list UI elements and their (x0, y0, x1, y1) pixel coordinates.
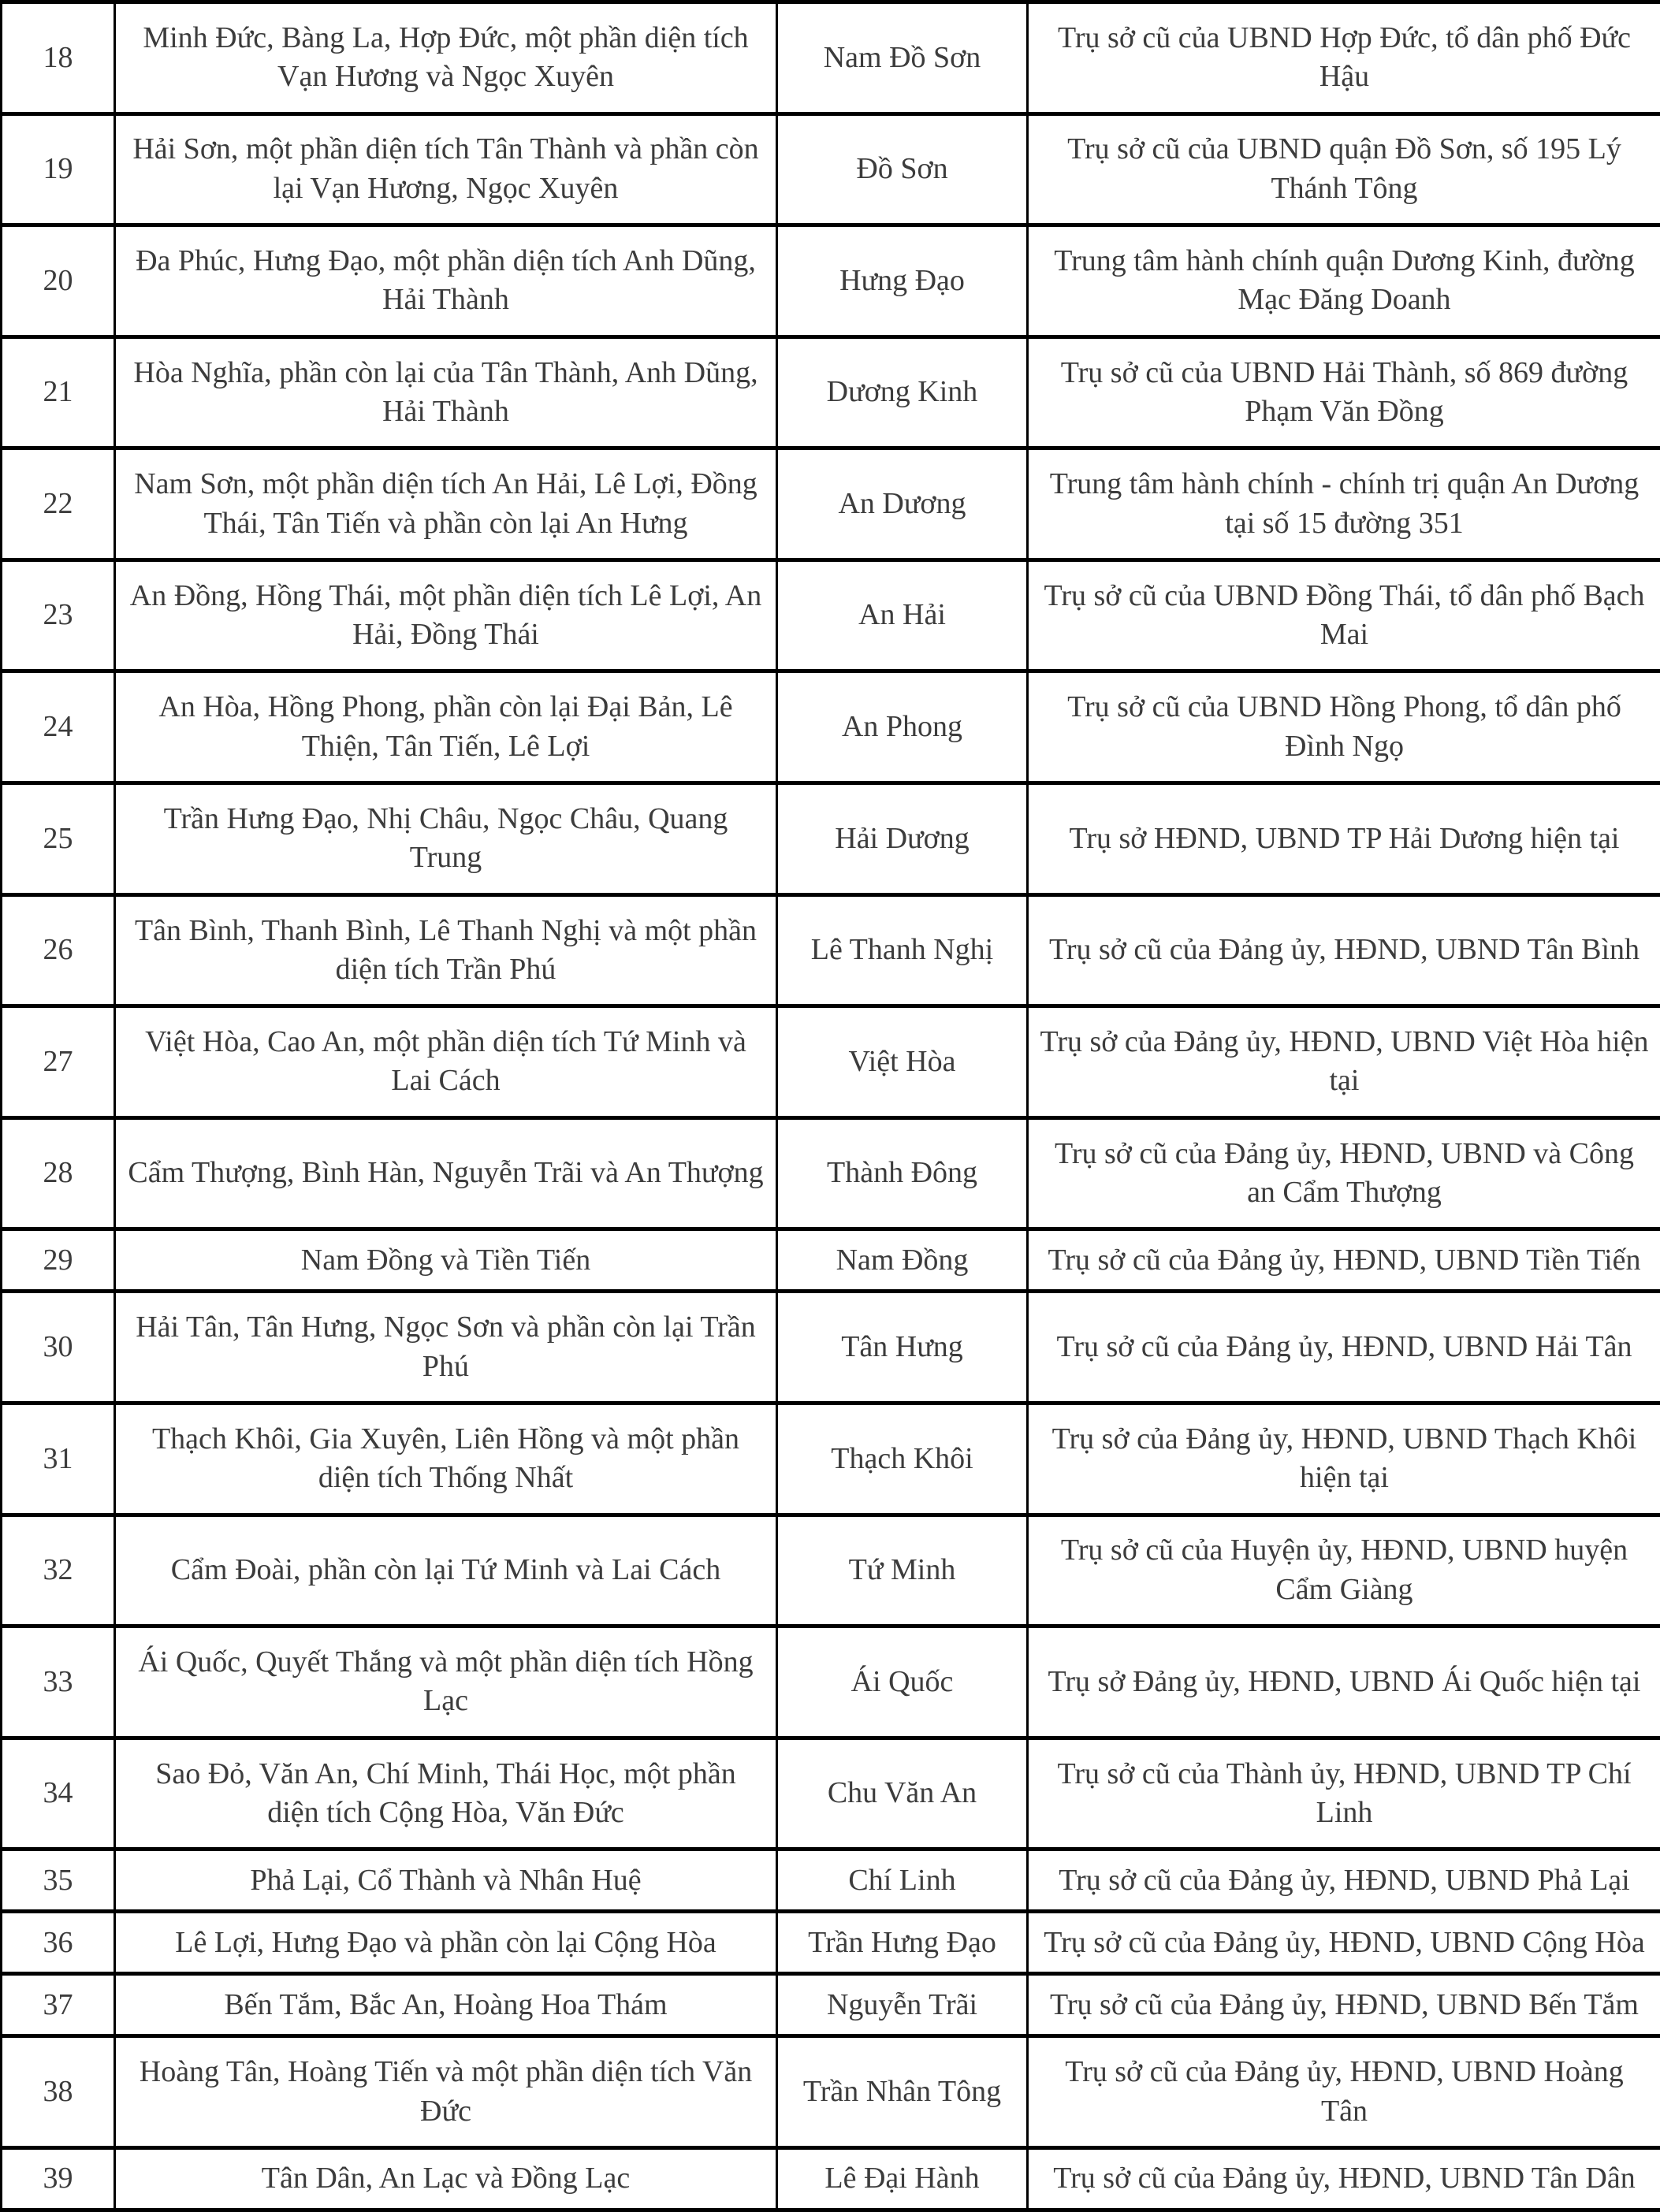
merged-units-cell: Minh Đức, Bàng La, Hợp Đức, một phần diện tích Vạn Hương và Ngọc Xuyên (115, 2, 777, 114)
new-name-cell: Trần Hưng Đạo (777, 1912, 1028, 1974)
table-row (2, 2036, 1660, 2148)
merged-units-cell: Thạch Khôi, Gia Xuyên, Liên Hồng và một phần diện tích Thống Nhất (115, 1403, 777, 1515)
row-number-cell: 34 (2, 1738, 115, 1850)
table-row (2, 1738, 1660, 1850)
row-number-cell: 27 (2, 1006, 115, 1118)
new-name-cell: Hải Dương (777, 783, 1028, 895)
row-number-cell: 24 (2, 671, 115, 783)
table-row (2, 1292, 1660, 1403)
office-cell: Trụ sở cũ của UBND Hồng Phong, tổ dân phố Đình Ngọ (1028, 671, 1660, 783)
merged-units-cell: Tân Bình, Thanh Bình, Lê Thanh Nghị và một phần diện tích Trần Phú (115, 894, 777, 1006)
merged-units-cell: An Đồng, Hồng Thái, một phần diện tích Lê Lợi, An Hải, Đồng Thái (115, 560, 777, 671)
table-row (2, 560, 1660, 671)
new-name-cell: An Hải (777, 560, 1028, 671)
merged-units-cell: Ái Quốc, Quyết Thắng và một phần diện tích Hồng Lạc (115, 1626, 777, 1738)
office-cell: Trụ sở cũ của UBND Hợp Đức, tổ dân phố Đức Hậu (1028, 2, 1660, 114)
office-cell: Trụ sở cũ của Đảng ủy, HĐND, UBND Hải Tân (1028, 1292, 1660, 1403)
table-row (2, 1912, 1660, 1974)
new-name-cell: Hưng Đạo (777, 225, 1028, 337)
merged-units-cell: Cẩm Thượng, Bình Hàn, Nguyễn Trãi và An Thượng (115, 1117, 777, 1229)
new-name-cell: Chí Linh (777, 1850, 1028, 1912)
row-number-cell: 19 (2, 113, 115, 225)
table-row (2, 1006, 1660, 1118)
row-number-cell: 28 (2, 1117, 115, 1229)
new-name-cell: Thạch Khôi (777, 1403, 1028, 1515)
table-row (2, 336, 1660, 448)
merged-units-cell: An Hòa, Hồng Phong, phần còn lại Đại Bản, Lê Thiện, Tân Tiến, Lê Lợi (115, 671, 777, 783)
table-row (2, 1850, 1660, 1912)
new-name-cell: Thành Đông (777, 1117, 1028, 1229)
merged-units-cell: Hải Tân, Tân Hưng, Ngọc Sơn và phần còn lại Trần Phú (115, 1292, 777, 1403)
row-number-cell: 31 (2, 1403, 115, 1515)
row-number-cell: 25 (2, 783, 115, 895)
table-row (2, 1117, 1660, 1229)
new-name-cell: Nguyễn Trãi (777, 1974, 1028, 2036)
merged-units-cell: Hải Sơn, một phần diện tích Tân Thành và phần còn lại Vạn Hương, Ngọc Xuyên (115, 113, 777, 225)
table-row (2, 1403, 1660, 1515)
row-number-cell: 20 (2, 225, 115, 337)
new-name-cell: Chu Văn An (777, 1738, 1028, 1850)
row-number-cell: 38 (2, 2036, 115, 2148)
new-name-cell: Tứ Minh (777, 1515, 1028, 1626)
table-row (2, 894, 1660, 1006)
merged-units-cell: Cẩm Đoài, phần còn lại Tứ Minh và Lai Cách (115, 1515, 777, 1626)
table-row (2, 1229, 1660, 1292)
row-number-cell: 33 (2, 1626, 115, 1738)
office-cell: Trụ sở của Đảng ủy, HĐND, UBND Thạch Khôi hiện tại (1028, 1403, 1660, 1515)
merged-units-cell: Việt Hòa, Cao An, một phần diện tích Tứ Minh và Lai Cách (115, 1006, 777, 1118)
merged-units-cell: Lê Lợi, Hưng Đạo và phần còn lại Cộng Hòa (115, 1912, 777, 1974)
office-cell: Trụ sở cũ của Đảng ủy, HĐND, UBND Cộng Hòa (1028, 1912, 1660, 1974)
new-name-cell: An Phong (777, 671, 1028, 783)
row-number-cell: 23 (2, 560, 115, 671)
row-number-cell: 32 (2, 1515, 115, 1626)
merged-units-cell: Phả Lại, Cổ Thành và Nhân Huệ (115, 1850, 777, 1912)
merged-units-cell: Hoàng Tân, Hoàng Tiến và một phần diện tích Văn Đức (115, 2036, 777, 2148)
office-cell: Trung tâm hành chính - chính trị quận An Dương tại số 15 đường 351 (1028, 448, 1660, 560)
office-cell: Trụ sở cũ của Đảng ủy, HĐND, UBND Phả Lại (1028, 1850, 1660, 1912)
office-cell: Trụ sở cũ của Đảng ủy, HĐND, UBND và Công an Cẩm Thượng (1028, 1117, 1660, 1229)
new-name-cell: Nam Đồng (777, 1229, 1028, 1292)
new-name-cell: Ái Quốc (777, 1626, 1028, 1738)
row-number-cell: 26 (2, 894, 115, 1006)
row-number-cell: 36 (2, 1912, 115, 1974)
new-name-cell: Lê Thanh Nghị (777, 894, 1028, 1006)
table-row (2, 448, 1660, 560)
merged-units-cell: Trần Hưng Đạo, Nhị Châu, Ngọc Châu, Quang Trung (115, 783, 777, 895)
office-cell: Trụ sở Đảng ủy, HĐND, UBND Ái Quốc hiện tại (1028, 1626, 1660, 1738)
office-cell: Trụ sở cũ của Thành ủy, HĐND, UBND TP Chí Linh (1028, 1738, 1660, 1850)
merged-units-cell: Tân Dân, An Lạc và Đồng Lạc (115, 2147, 777, 2210)
office-cell: Trụ sở cũ của Đảng ủy, HĐND, UBND Tiền Tiến (1028, 1229, 1660, 1292)
office-cell: Trụ sở cũ của Huyện ủy, HĐND, UBND huyện Cẩm Giàng (1028, 1515, 1660, 1626)
new-name-cell: Nam Đồ Sơn (777, 2, 1028, 114)
table-row (2, 2147, 1660, 2210)
row-number-cell: 37 (2, 1974, 115, 2036)
office-cell: Trụ sở cũ của UBND Đồng Thái, tổ dân phố Bạch Mai (1028, 560, 1660, 671)
merged-units-cell: Hòa Nghĩa, phần còn lại của Tân Thành, Anh Dũng, Hải Thành (115, 336, 777, 448)
office-cell: Trụ sở cũ của Đảng ủy, HĐND, UBND Hoàng Tân (1028, 2036, 1660, 2148)
table-row (2, 1515, 1660, 1626)
office-cell: Trụ sở cũ của UBND quận Đồ Sơn, số 195 Lý Thánh Tông (1028, 113, 1660, 225)
merged-units-cell: Bến Tắm, Bắc An, Hoàng Hoa Thám (115, 1974, 777, 2036)
new-name-cell: Lê Đại Hành (777, 2147, 1028, 2210)
row-number-cell: 30 (2, 1292, 115, 1403)
new-name-cell: Tân Hưng (777, 1292, 1028, 1403)
office-cell: Trung tâm hành chính quận Dương Kinh, đường Mạc Đăng Doanh (1028, 225, 1660, 337)
office-cell: Trụ sở cũ của Đảng ủy, HĐND, UBND Tân Dân (1028, 2147, 1660, 2210)
table-row (2, 783, 1660, 895)
office-cell: Trụ sở cũ của Đảng ủy, HĐND, UBND Tân Bình (1028, 894, 1660, 1006)
row-number-cell: 21 (2, 336, 115, 448)
new-name-cell: An Dương (777, 448, 1028, 560)
merged-units-cell: Nam Sơn, một phần diện tích An Hải, Lê Lợi, Đồng Thái, Tân Tiến và phần còn lại An Hưng (115, 448, 777, 560)
merged-units-cell: Đa Phúc, Hưng Đạo, một phần diện tích Anh Dũng, Hải Thành (115, 225, 777, 337)
merged-units-cell: Sao Đỏ, Văn An, Chí Minh, Thái Học, một phần diện tích Cộng Hòa, Văn Đức (115, 1738, 777, 1850)
table-row (2, 1974, 1660, 2036)
office-cell: Trụ sở cũ của UBND Hải Thành, số 869 đường Phạm Văn Đồng (1028, 336, 1660, 448)
office-cell: Trụ sở của Đảng ủy, HĐND, UBND Việt Hòa hiện tại (1028, 1006, 1660, 1118)
table-body (2, 2, 1660, 2210)
new-name-cell: Việt Hòa (777, 1006, 1028, 1118)
merged-units-cell: Nam Đồng và Tiền Tiến (115, 1229, 777, 1292)
new-name-cell: Đồ Sơn (777, 113, 1028, 225)
new-name-cell: Dương Kinh (777, 336, 1028, 448)
row-number-cell: 39 (2, 2147, 115, 2210)
row-number-cell: 29 (2, 1229, 115, 1292)
table-row (2, 671, 1660, 783)
new-name-cell: Trần Nhân Tông (777, 2036, 1028, 2148)
row-number-cell: 35 (2, 1850, 115, 1912)
table-row (2, 225, 1660, 337)
row-number-cell: 22 (2, 448, 115, 560)
office-cell: Trụ sở cũ của Đảng ủy, HĐND, UBND Bến Tắm (1028, 1974, 1660, 2036)
table-row (2, 2, 1660, 114)
table-row (2, 1626, 1660, 1738)
row-number-cell: 18 (2, 2, 115, 114)
office-cell: Trụ sở HĐND, UBND TP Hải Dương hiện tại (1028, 783, 1660, 895)
table-row (2, 113, 1660, 225)
